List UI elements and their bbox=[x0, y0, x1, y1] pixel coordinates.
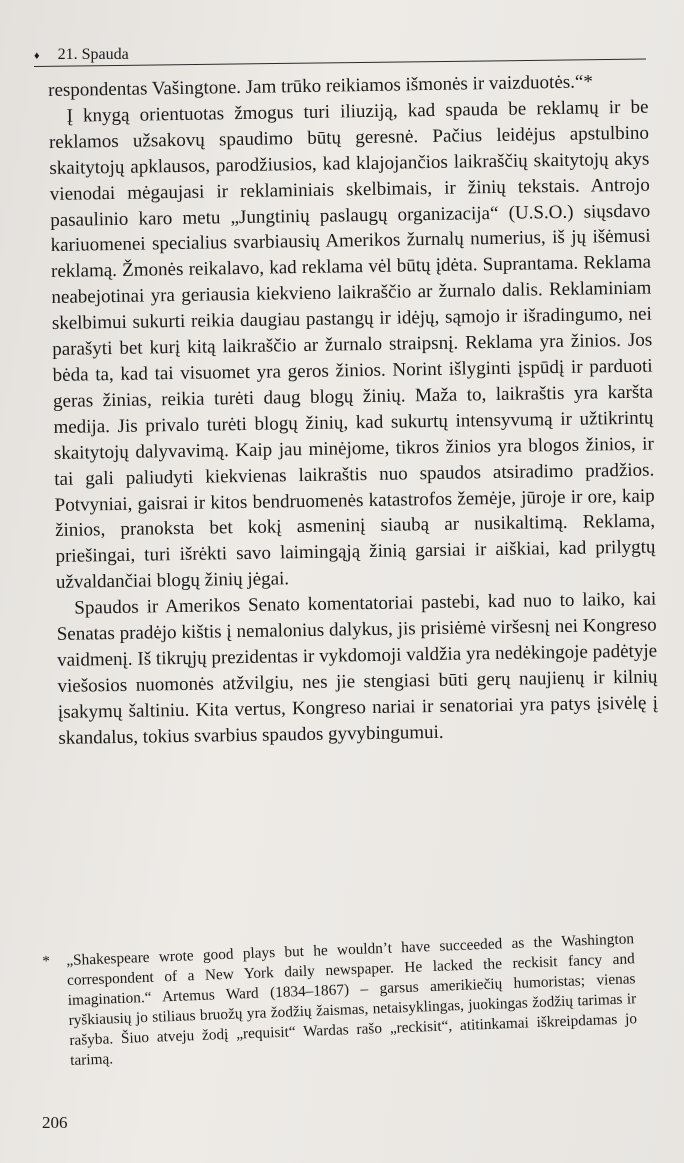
main-text bbox=[48, 69, 659, 752]
diamond-icon: ♦ bbox=[34, 50, 40, 62]
footnote-mark: * bbox=[42, 952, 51, 970]
footnote-text: „Shakespeare wrote good plays but he wouldn’t have succeeded as the Washington correspondent of a New York daily newspaper. He lacked the reckisit fancy and imagination.“ Artemus Ward (1834–1867) – garsus amerikiečių humoristas; vienas ryškiausių jo stiliaus bruožų yra žodžių žaismas, netaisyklingas, juokingas žodžių tarimas ir rašyba. Šiuo atveju žodį „requisit“ Wardas rašo „reckisit“, atitinkamai iškreipdamas jo tarimą. bbox=[66, 930, 638, 1069]
paragraph: respondentas Vašingtone. Jam trūko reikiamos išmonės ir vaizduotės.“* bbox=[48, 71, 594, 101]
paragraph: Spaudos ir Amerikos Senato komentatoriai pastebi, kad nuo to laiko, kai Senatas pradėjo kištis į nemalonius dalykus, jis prisiėmė viršesnį nei Kongreso vaidmenį. Iš tikrųjų prezidentas ir vykdomoji valdžia yra nedėkingoje padėtyje viešosios nuomonės atžvilgiu, nes jie stengiasi būti gerų naujienų ir kilnių įsakymų šaltiniu. Kita vertus, Kongreso nariai ir senatoriai yra patys įsivėlę į skandalus, tokius svarbius spaudos gyvybingumui. bbox=[56, 588, 659, 749]
chapter-title: 21. Spauda bbox=[57, 46, 129, 63]
footnote bbox=[42, 929, 638, 1072]
page-number: 206 bbox=[42, 1113, 68, 1132]
paragraph: Į knygą orientuotas žmogus turi iliuziją, kad spauda be reklamų ir be reklamos užsakovų spaudimo būtų geresnė. Pačius leidėjus apstulbino skaitytojų apklausos, parodžiusios, kad klajojančios laikraščių skaitytojų akys vienodai mėgaujasi ir reklaminiais skelbimais, ir žinių tekstais. Antrojo pasaulinio karo metu „Jungtinių paslaugų organizacija“ (U.S.O.) siųsdavo kariuomenei specialius svarbiausių Amerikos žurnalų numerius, iš jų išėmusi reklamą. Žmonės reikalavo, kad reklama vėl būtų įdėta. Suprantama. Reklama neabejotinai yra geriausia kiekvieno laikraščio ar žurnalo dalis. Reklaminiam skelbimui sukurti reikia daugiau pastangų ir idėjų, sąmojo ir išradingumo, nei parašyti bet kurį kitą laikraščio ar žurnalo straipsnį. Reklama yra žinios. Jos bėda ta, kad tai visuomet yra geros žinios. Norint išlyginti įspūdį ir parduoti geras žinias, reikia turėti daug blogų žinių. Maža to, laikraštis yra karšta medija. Jis privalo turėti blogų žinių, kad sukurtų intensyvumą ir užtikrintų skaitytojų dalyvavimą. Kaip jau minėjome, tikros žinios yra blogos žinios, ir tai gali paliudyti kiekvienas laikraštis nuo spaudos atsiradimo pradžios. Potvyniai, gaisrai ir kitos bendruomenės katastrofos žemėje, jūroje ir ore, kaip žinios, pranoksta bet kokį asmeninį siaubą ar nusikaltimą. Reklama, priešingai, turi išrėkti savo laimingąją žinią garsiai ir aiškiai, kad prilygtų užvaldančiai blogų žinių jėgai. bbox=[48, 96, 656, 594]
